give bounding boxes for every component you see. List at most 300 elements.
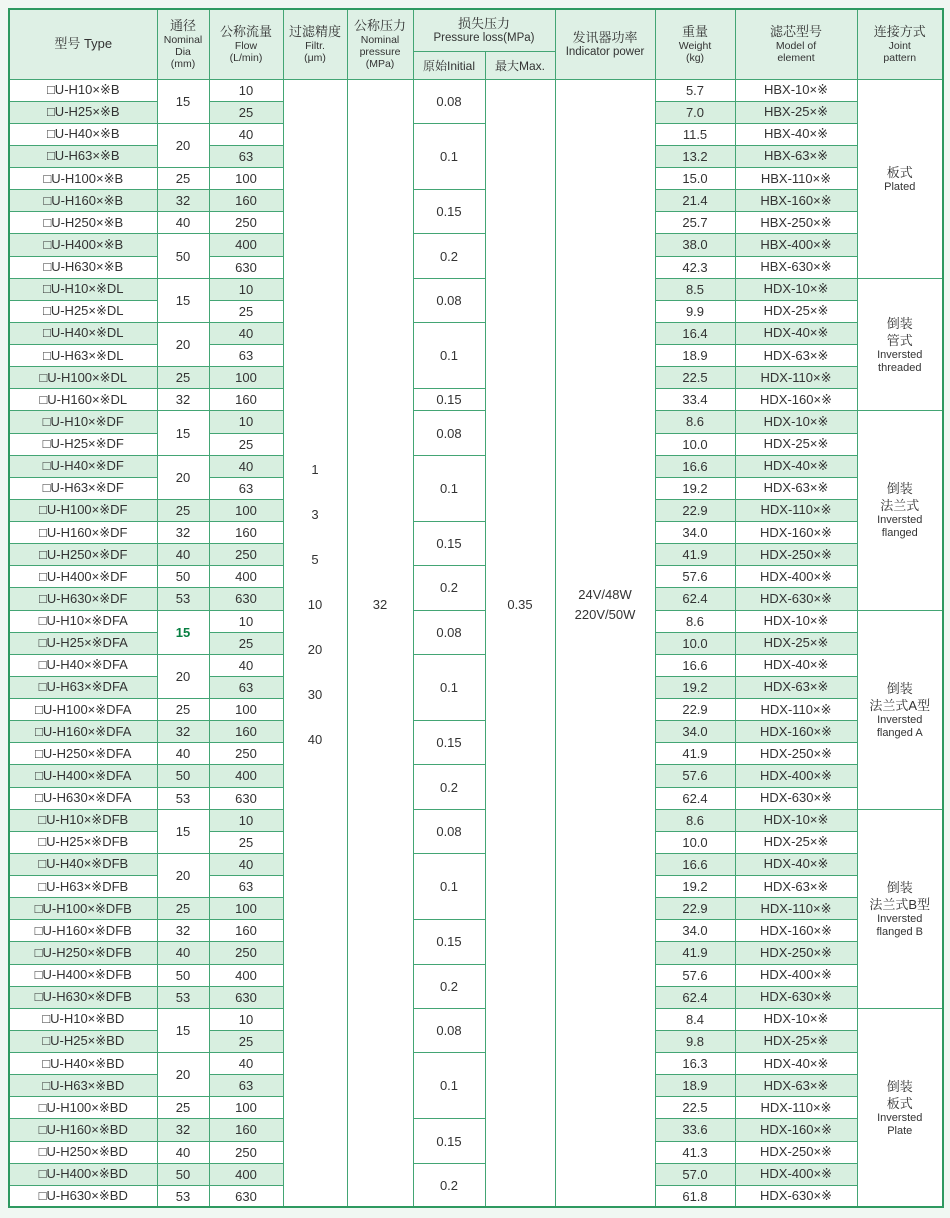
- joint-pattern-cell: [857, 411, 943, 610]
- table-row: [9, 1008, 943, 1030]
- type-cell: □U-H40×※BD: [9, 1053, 157, 1075]
- header-nominal-pressure: [347, 9, 413, 79]
- element-cell: HDX-160×※: [735, 389, 857, 411]
- element-cell: HDX-110×※: [735, 499, 857, 521]
- type-cell: □U-H10×※DL: [9, 278, 157, 300]
- weight-cell: 5.7: [655, 79, 735, 101]
- element-cell: HDX-10×※: [735, 411, 857, 433]
- header-flow: [209, 9, 283, 79]
- type-cell: □U-H25×※DFA: [9, 632, 157, 654]
- flow-cell: 40: [209, 123, 283, 145]
- flow-cell: 10: [209, 1008, 283, 1030]
- type-cell: □U-H400×※B: [9, 234, 157, 256]
- table-header: [9, 9, 943, 79]
- weight-cell: 19.2: [655, 876, 735, 898]
- element-cell: HBX-63×※: [735, 145, 857, 167]
- type-cell: □U-H25×※DF: [9, 433, 157, 455]
- dia-cell: 25: [157, 499, 209, 521]
- header-flow-zh: 公称流量: [219, 24, 272, 40]
- type-cell: □U-H250×※B: [9, 212, 157, 234]
- type-cell: □U-H250×※BD: [9, 1141, 157, 1163]
- flow-cell: 400: [209, 964, 283, 986]
- joint-pattern-zh: 板式: [886, 164, 913, 180]
- table-row: [9, 1163, 943, 1185]
- type-cell: □U-H160×※B: [9, 190, 157, 212]
- initial-loss-cell: 0.15: [413, 920, 485, 964]
- dia-cell: 32: [157, 522, 209, 544]
- table-row: [9, 765, 943, 787]
- weight-cell: 34.0: [655, 920, 735, 942]
- weight-cell: 16.6: [655, 853, 735, 875]
- header-weight-unit: (kg): [685, 52, 705, 65]
- type-cell: □U-H63×※DL: [9, 345, 157, 367]
- header-indicator-power: [555, 9, 655, 79]
- flow-cell: 40: [209, 455, 283, 477]
- dia-cell: 20: [157, 123, 209, 167]
- initial-loss-cell: 0.15: [413, 721, 485, 765]
- flow-cell: 630: [209, 1185, 283, 1207]
- initial-loss-cell: 0.1: [413, 322, 485, 388]
- weight-cell: 10.0: [655, 632, 735, 654]
- table-row: [9, 920, 943, 942]
- indicator-power-cell: [555, 79, 655, 1207]
- flow-cell: 400: [209, 566, 283, 588]
- type-cell: □U-H100×※BD: [9, 1097, 157, 1119]
- element-cell: HDX-110×※: [735, 367, 857, 389]
- dia-cell: 25: [157, 367, 209, 389]
- max-loss-cell: [485, 79, 555, 1207]
- filtration-value: 10: [307, 597, 323, 613]
- element-cell: HDX-25×※: [735, 632, 857, 654]
- element-cell: HDX-25×※: [735, 831, 857, 853]
- flow-cell: 63: [209, 1075, 283, 1097]
- table-row: [9, 322, 943, 344]
- type-cell: □U-H40×※B: [9, 123, 157, 145]
- dia-cell: 40: [157, 544, 209, 566]
- joint-pattern-en: flanged A: [876, 726, 923, 739]
- header-element-en1: Model of: [775, 40, 817, 53]
- dia-cell: 15: [157, 411, 209, 455]
- header-element-zh: 滤芯型号: [769, 24, 822, 40]
- element-cell: HBX-630×※: [735, 256, 857, 278]
- element-cell: HBX-110×※: [735, 168, 857, 190]
- table-row: [9, 79, 943, 101]
- weight-cell: 21.4: [655, 190, 735, 212]
- weight-cell: 16.3: [655, 1053, 735, 1075]
- weight-cell: 41.9: [655, 942, 735, 964]
- weight-cell: 57.6: [655, 765, 735, 787]
- joint-pattern-cell: [857, 809, 943, 1008]
- initial-loss-cell: 0.1: [413, 1053, 485, 1119]
- indicator-power-line: 24V/48W: [578, 586, 632, 602]
- joint-pattern-en: Inversted: [877, 348, 923, 361]
- table-row: [9, 610, 943, 632]
- header-pressure-en2: pressure: [359, 46, 401, 59]
- dia-cell: 53: [157, 986, 209, 1008]
- dia-cell: 25: [157, 168, 209, 190]
- filtration-value: 3: [311, 507, 319, 523]
- joint-pattern-zh: 管式: [886, 332, 913, 348]
- weight-cell: 25.7: [655, 212, 735, 234]
- dia-cell: 32: [157, 721, 209, 743]
- joint-pattern-zh: 倒装: [886, 1078, 913, 1094]
- table-row: [9, 455, 943, 477]
- type-cell: □U-H25×※B: [9, 101, 157, 123]
- flow-cell: 25: [209, 101, 283, 123]
- weight-cell: 10.0: [655, 831, 735, 853]
- type-cell: □U-H400×※BD: [9, 1163, 157, 1185]
- weight-cell: 22.9: [655, 499, 735, 521]
- joint-pattern-zh: 倒装: [886, 879, 913, 895]
- joint-pattern-en: Plate: [887, 1124, 913, 1137]
- flow-cell: 25: [209, 300, 283, 322]
- flow-cell: 63: [209, 676, 283, 698]
- dia-cell: 25: [157, 898, 209, 920]
- dia-cell: 40: [157, 942, 209, 964]
- header-element-en2: element: [777, 52, 815, 65]
- weight-cell: 33.6: [655, 1119, 735, 1141]
- header-filtration: [283, 9, 347, 79]
- element-cell: HDX-160×※: [735, 920, 857, 942]
- element-cell: HDX-250×※: [735, 942, 857, 964]
- element-cell: HDX-40×※: [735, 853, 857, 875]
- element-cell: HDX-40×※: [735, 654, 857, 676]
- dia-cell: 15: [157, 278, 209, 322]
- weight-cell: 19.2: [655, 477, 735, 499]
- weight-cell: 34.0: [655, 721, 735, 743]
- flow-cell: 25: [209, 831, 283, 853]
- flow-cell: 250: [209, 1141, 283, 1163]
- weight-cell: 11.5: [655, 123, 735, 145]
- type-cell: □U-H160×※DFB: [9, 920, 157, 942]
- type-cell: □U-H63×※DFB: [9, 876, 157, 898]
- flow-cell: 25: [209, 433, 283, 455]
- dia-cell: 20: [157, 1053, 209, 1097]
- initial-loss-cell: 0.08: [413, 809, 485, 853]
- table-row: [9, 234, 943, 256]
- joint-pattern-cell: [857, 1008, 943, 1207]
- header-filtr-en: Filtr.: [305, 40, 325, 53]
- weight-cell: 34.0: [655, 522, 735, 544]
- table-row: [9, 809, 943, 831]
- weight-cell: 13.2: [655, 145, 735, 167]
- flow-cell: 160: [209, 190, 283, 212]
- max-loss-value: 0.35: [507, 597, 533, 613]
- type-cell: □U-H63×※DFA: [9, 676, 157, 698]
- joint-pattern-zh: 倒装: [886, 315, 913, 331]
- dia-cell: 15: [157, 809, 209, 853]
- weight-cell: 22.5: [655, 1097, 735, 1119]
- flow-cell: 40: [209, 322, 283, 344]
- element-cell: HDX-160×※: [735, 522, 857, 544]
- type-cell: □U-H160×※DFA: [9, 721, 157, 743]
- header-filtr-unit: (μm): [304, 52, 326, 65]
- joint-pattern-zh: 倒装: [886, 680, 913, 696]
- type-cell: □U-H630×※DF: [9, 588, 157, 610]
- header-filtr-zh: 过滤精度: [288, 24, 341, 40]
- table-row: [9, 190, 943, 212]
- header-type: [9, 9, 157, 79]
- element-cell: HDX-63×※: [735, 477, 857, 499]
- flow-cell: 40: [209, 1053, 283, 1075]
- initial-loss-cell: 0.08: [413, 411, 485, 455]
- type-cell: □U-H630×※B: [9, 256, 157, 278]
- header-nominal-dia: [157, 9, 209, 79]
- element-cell: HDX-110×※: [735, 699, 857, 721]
- table-row: [9, 522, 943, 544]
- joint-pattern-cell: [857, 610, 943, 809]
- initial-loss-cell: 0.08: [413, 1008, 485, 1052]
- type-cell: □U-H63×※B: [9, 145, 157, 167]
- flow-cell: 160: [209, 721, 283, 743]
- type-cell: □U-H250×※DFA: [9, 743, 157, 765]
- weight-cell: 41.9: [655, 743, 735, 765]
- weight-cell: 33.4: [655, 389, 735, 411]
- header-joint-zh: 连接方式: [873, 24, 926, 40]
- dia-cell: 32: [157, 389, 209, 411]
- header-pressure-unit: (MPa): [365, 58, 395, 71]
- header-dia-zh: 通径: [169, 18, 196, 34]
- table-body: [9, 79, 943, 1207]
- weight-cell: 19.2: [655, 676, 735, 698]
- table-row: [9, 853, 943, 875]
- flow-cell: 100: [209, 168, 283, 190]
- dia-cell: 50: [157, 566, 209, 588]
- flow-cell: 10: [209, 610, 283, 632]
- header-dia-unit: (mm): [170, 58, 196, 71]
- flow-cell: 100: [209, 367, 283, 389]
- table-row: [9, 1053, 943, 1075]
- initial-loss-cell: 0.15: [413, 190, 485, 234]
- nominal-pressure-cell: [347, 79, 413, 1207]
- header-indicator-zh: 发讯器功率: [572, 30, 638, 46]
- flow-cell: 250: [209, 743, 283, 765]
- initial-loss-cell: 0.08: [413, 278, 485, 322]
- type-cell: □U-H10×※B: [9, 79, 157, 101]
- element-cell: HDX-250×※: [735, 544, 857, 566]
- header-pressure-zh: 公称压力: [353, 18, 406, 34]
- type-cell: □U-H160×※DL: [9, 389, 157, 411]
- weight-cell: 41.3: [655, 1141, 735, 1163]
- type-cell: □U-H160×※DF: [9, 522, 157, 544]
- header-weight: [655, 9, 735, 79]
- type-cell: □U-H630×※DFB: [9, 986, 157, 1008]
- weight-cell: 9.8: [655, 1030, 735, 1052]
- weight-cell: 16.4: [655, 322, 735, 344]
- flow-cell: 160: [209, 1119, 283, 1141]
- table-row: [9, 654, 943, 676]
- dia-cell: 20: [157, 322, 209, 366]
- flow-cell: 250: [209, 544, 283, 566]
- table-row: [9, 1119, 943, 1141]
- dia-cell: 50: [157, 964, 209, 986]
- type-cell: □U-H100×※DFA: [9, 699, 157, 721]
- element-cell: HBX-250×※: [735, 212, 857, 234]
- initial-loss-cell: 0.1: [413, 455, 485, 521]
- element-cell: HBX-25×※: [735, 101, 857, 123]
- element-cell: HDX-10×※: [735, 278, 857, 300]
- weight-cell: 18.9: [655, 345, 735, 367]
- initial-loss-cell: 0.2: [413, 765, 485, 809]
- flow-cell: 40: [209, 853, 283, 875]
- joint-pattern-en: threaded: [878, 361, 922, 374]
- table-row: [9, 389, 943, 411]
- header-loss-initial: 原始Initial: [413, 51, 485, 79]
- dia-cell: 40: [157, 743, 209, 765]
- element-cell: HDX-630×※: [735, 787, 857, 809]
- flow-cell: 630: [209, 256, 283, 278]
- element-cell: HDX-160×※: [735, 721, 857, 743]
- type-cell: □U-H40×※DF: [9, 455, 157, 477]
- weight-cell: 62.4: [655, 588, 735, 610]
- element-cell: HDX-110×※: [735, 1097, 857, 1119]
- type-cell: □U-H400×※DFA: [9, 765, 157, 787]
- header-joint-en2: pattern: [883, 52, 917, 65]
- header-pressure-en1: Nominal: [360, 34, 400, 47]
- flow-cell: 400: [209, 765, 283, 787]
- flow-cell: 10: [209, 278, 283, 300]
- filtration-value: 5: [311, 552, 319, 568]
- type-cell: □U-H40×※DFB: [9, 853, 157, 875]
- initial-loss-cell: 0.2: [413, 566, 485, 610]
- flow-cell: 160: [209, 522, 283, 544]
- weight-cell: 22.9: [655, 699, 735, 721]
- dia-cell: 53: [157, 1185, 209, 1207]
- element-cell: HDX-63×※: [735, 676, 857, 698]
- weight-cell: 22.9: [655, 898, 735, 920]
- type-cell: □U-H63×※DF: [9, 477, 157, 499]
- joint-pattern-en: flanged B: [876, 925, 923, 938]
- weight-cell: 42.3: [655, 256, 735, 278]
- joint-pattern-en: Inversted: [877, 514, 923, 527]
- type-cell: □U-H40×※DFA: [9, 654, 157, 676]
- initial-loss-cell: 0.15: [413, 389, 485, 411]
- weight-cell: 8.4: [655, 1008, 735, 1030]
- weight-cell: 8.6: [655, 610, 735, 632]
- element-cell: HDX-25×※: [735, 433, 857, 455]
- flow-cell: 250: [209, 942, 283, 964]
- flow-cell: 63: [209, 345, 283, 367]
- joint-pattern-zh: 倒装: [886, 481, 913, 497]
- header-weight-zh: 重量: [681, 24, 708, 40]
- dia-cell: 32: [157, 1119, 209, 1141]
- joint-pattern-cell: [857, 278, 943, 411]
- dia-cell: 25: [157, 1097, 209, 1119]
- flow-cell: 160: [209, 920, 283, 942]
- weight-cell: 57.0: [655, 1163, 735, 1185]
- indicator-power-value: [556, 585, 655, 625]
- filtration-value: 1: [311, 462, 319, 478]
- dia-cell: 25: [157, 699, 209, 721]
- table-row: [9, 566, 943, 588]
- element-cell: HDX-25×※: [735, 1030, 857, 1052]
- type-cell: □U-H25×※DL: [9, 300, 157, 322]
- flow-cell: 160: [209, 389, 283, 411]
- flow-cell: 63: [209, 477, 283, 499]
- initial-loss-cell: 0.15: [413, 1119, 485, 1163]
- element-cell: HDX-630×※: [735, 588, 857, 610]
- element-cell: HDX-10×※: [735, 1008, 857, 1030]
- element-cell: HBX-10×※: [735, 79, 857, 101]
- dia-cell: 15: [157, 610, 209, 654]
- indicator-power-line: 220V/50W: [574, 606, 636, 622]
- table-row: [9, 964, 943, 986]
- table-row: [9, 123, 943, 145]
- weight-cell: 9.9: [655, 300, 735, 322]
- type-cell: □U-H630×※DFA: [9, 787, 157, 809]
- element-cell: HBX-400×※: [735, 234, 857, 256]
- dia-cell: 50: [157, 765, 209, 787]
- initial-loss-cell: 0.08: [413, 79, 485, 123]
- filtration-cell: [283, 79, 347, 1207]
- element-cell: HDX-10×※: [735, 809, 857, 831]
- element-cell: HDX-630×※: [735, 986, 857, 1008]
- header-joint-pattern: [857, 9, 943, 79]
- weight-cell: 8.5: [655, 278, 735, 300]
- type-cell: □U-H10×※DFB: [9, 809, 157, 831]
- table-row: [9, 278, 943, 300]
- element-cell: HDX-63×※: [735, 1075, 857, 1097]
- weight-cell: 8.6: [655, 411, 735, 433]
- weight-cell: 57.6: [655, 566, 735, 588]
- filtration-value: 30: [307, 687, 323, 703]
- header-loss-zh: 损失压力: [457, 16, 510, 32]
- element-cell: HDX-25×※: [735, 300, 857, 322]
- nominal-pressure-value: 32: [372, 597, 388, 613]
- initial-loss-cell: 0.1: [413, 654, 485, 720]
- flow-cell: 100: [209, 1097, 283, 1119]
- flow-cell: 10: [209, 809, 283, 831]
- header-pressure-loss-group: [413, 9, 555, 51]
- header-loss-max: 最大Max.: [485, 51, 555, 79]
- filtration-value: 20: [307, 642, 323, 658]
- dia-cell: 40: [157, 212, 209, 234]
- table-row: [9, 721, 943, 743]
- weight-cell: 62.4: [655, 787, 735, 809]
- type-cell: □U-H25×※DFB: [9, 831, 157, 853]
- weight-cell: 15.0: [655, 168, 735, 190]
- joint-pattern-zh: 法兰式: [880, 498, 920, 514]
- type-cell: □U-H100×※DFB: [9, 898, 157, 920]
- flow-cell: 400: [209, 1163, 283, 1185]
- weight-cell: 57.6: [655, 964, 735, 986]
- initial-loss-cell: 0.2: [413, 1163, 485, 1207]
- type-cell: □U-H100×※DL: [9, 367, 157, 389]
- type-cell: □U-H25×※BD: [9, 1030, 157, 1052]
- element-cell: HBX-160×※: [735, 190, 857, 212]
- element-cell: HDX-250×※: [735, 1141, 857, 1163]
- joint-pattern-zh: 法兰式B型: [869, 896, 931, 912]
- element-cell: HDX-63×※: [735, 345, 857, 367]
- dia-cell: 20: [157, 455, 209, 499]
- flow-cell: 100: [209, 699, 283, 721]
- element-cell: HDX-110×※: [735, 898, 857, 920]
- type-cell: □U-H160×※BD: [9, 1119, 157, 1141]
- joint-pattern-zh: 板式: [886, 1095, 913, 1111]
- type-cell: □U-H10×※DF: [9, 411, 157, 433]
- weight-cell: 16.6: [655, 654, 735, 676]
- element-cell: HDX-40×※: [735, 1053, 857, 1075]
- table-row: [9, 411, 943, 433]
- flow-cell: 40: [209, 654, 283, 676]
- initial-loss-cell: 0.1: [413, 853, 485, 919]
- flow-cell: 10: [209, 79, 283, 101]
- filtration-values: [284, 462, 347, 747]
- element-cell: HDX-400×※: [735, 765, 857, 787]
- type-cell: □U-H400×※DF: [9, 566, 157, 588]
- header-dia-en: Nominal Dia: [163, 34, 203, 59]
- joint-pattern-cell: [857, 79, 943, 278]
